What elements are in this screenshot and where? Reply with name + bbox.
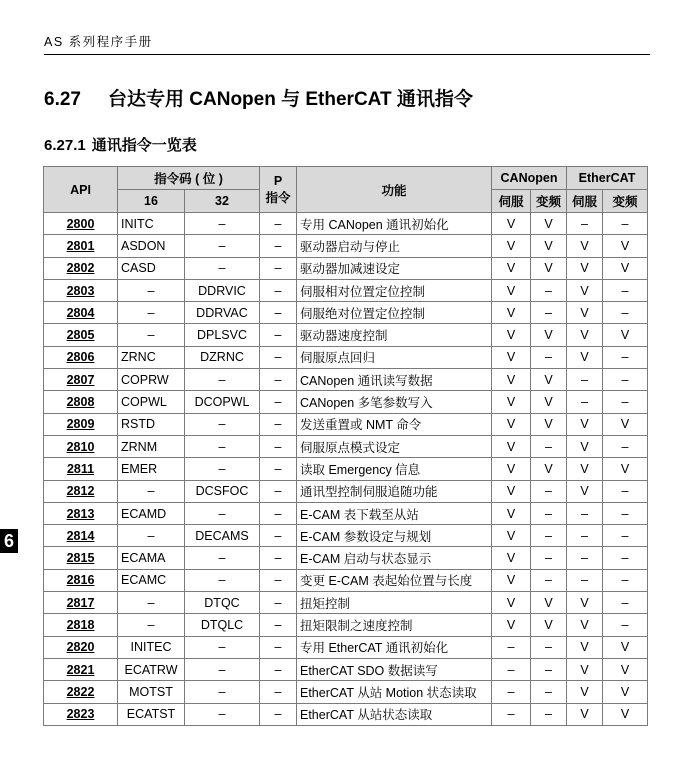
p-cell: – — [260, 681, 297, 703]
code32-cell: DPLSVC — [185, 324, 260, 346]
p-cell: – — [260, 369, 297, 391]
function-cell: CANopen 多笔参数写入 — [297, 391, 492, 413]
header-p — [260, 167, 297, 213]
function-cell: 驱动器启动与停止 — [297, 235, 492, 257]
p-cell: – — [260, 435, 297, 457]
p-cell: – — [260, 480, 297, 502]
table-row — [44, 703, 648, 725]
ethercat-inverter-cell: V — [603, 681, 648, 703]
code32-cell: – — [185, 569, 260, 591]
code16-cell: – — [118, 614, 185, 636]
ethercat-inverter-cell: – — [603, 547, 648, 569]
p-cell: – — [260, 525, 297, 547]
api-cell[interactable]: 2823 — [44, 703, 118, 725]
p-cell: – — [260, 413, 297, 435]
ethercat-inverter-cell: – — [603, 391, 648, 413]
function-cell: EtherCAT SDO 数据读写 — [297, 658, 492, 680]
table-row — [44, 614, 648, 636]
canopen-inverter-cell: V — [531, 369, 567, 391]
canopen-inverter-cell: V — [531, 257, 567, 279]
canopen-inverter-cell: V — [531, 391, 567, 413]
code32-cell: DCSFOC — [185, 480, 260, 502]
function-cell: 伺服原点回归 — [297, 346, 492, 368]
canopen-servo-cell: V — [492, 458, 531, 480]
header-32bit: 32 — [185, 190, 260, 213]
function-cell: 专用 EtherCAT 通讯初始化 — [297, 636, 492, 658]
code32-cell: DTQLC — [185, 614, 260, 636]
function-cell: 扭矩控制 — [297, 592, 492, 614]
header-ethercat-servo: 伺服 — [567, 190, 603, 213]
ethercat-inverter-cell: V — [603, 413, 648, 435]
ethercat-inverter-cell: – — [603, 592, 648, 614]
canopen-servo-cell: V — [492, 435, 531, 457]
ethercat-inverter-cell: V — [603, 636, 648, 658]
header-ethercat-inverter: 变频 — [603, 190, 648, 213]
api-cell[interactable]: 2802 — [44, 257, 118, 279]
header-16bit: 16 — [118, 190, 185, 213]
code16-cell: ECAMD — [118, 502, 185, 524]
ethercat-servo-cell: V — [567, 346, 603, 368]
api-cell[interactable]: 2806 — [44, 346, 118, 368]
canopen-servo-cell: – — [492, 703, 531, 725]
ethercat-inverter-cell: – — [603, 614, 648, 636]
function-cell: E-CAM 参数设定与规划 — [297, 525, 492, 547]
function-cell: E-CAM 启动与状态显示 — [297, 547, 492, 569]
ethercat-inverter-cell: V — [603, 235, 648, 257]
ethercat-inverter-cell: – — [603, 569, 648, 591]
canopen-servo-cell: V — [492, 391, 531, 413]
ethercat-servo-cell: V — [567, 302, 603, 324]
table-body — [44, 213, 648, 726]
api-cell[interactable]: 2807 — [44, 369, 118, 391]
ethercat-inverter-cell: – — [603, 302, 648, 324]
api-cell[interactable]: 2805 — [44, 324, 118, 346]
p-cell: – — [260, 636, 297, 658]
subsection-title-text: 通讯指令一览表 — [91, 137, 197, 154]
function-cell: 专用 CANopen 通讯初始化 — [297, 213, 492, 235]
p-cell: – — [260, 547, 297, 569]
function-cell: 读取 Emergency 信息 — [297, 458, 492, 480]
code16-cell: CASD — [118, 257, 185, 279]
code16-cell: – — [118, 592, 185, 614]
table-row — [44, 681, 648, 703]
canopen-inverter-cell: – — [531, 547, 567, 569]
code16-cell: ZRNM — [118, 435, 185, 457]
api-cell[interactable]: 2809 — [44, 413, 118, 435]
table-row — [44, 636, 648, 658]
code32-cell: DCOPWL — [185, 391, 260, 413]
header-p-line2: 指令 — [265, 190, 291, 205]
code32-cell: – — [185, 703, 260, 725]
table-row — [44, 391, 648, 413]
canopen-inverter-cell: – — [531, 525, 567, 547]
p-cell: – — [260, 346, 297, 368]
code16-cell: – — [118, 302, 185, 324]
ethercat-servo-cell: V — [567, 435, 603, 457]
code32-cell: – — [185, 502, 260, 524]
code16-cell: ECAMA — [118, 547, 185, 569]
p-cell: – — [260, 502, 297, 524]
p-cell: – — [260, 257, 297, 279]
canopen-inverter-cell: V — [531, 614, 567, 636]
function-cell: 驱动器速度控制 — [297, 324, 492, 346]
code32-cell: – — [185, 213, 260, 235]
running-head: AS 系列程序手册 — [44, 35, 153, 49]
code32-cell: – — [185, 658, 260, 680]
canopen-inverter-cell: V — [531, 235, 567, 257]
function-cell: 伺服绝对位置定位控制 — [297, 302, 492, 324]
api-cell[interactable]: 2816 — [44, 569, 118, 591]
canopen-servo-cell: V — [492, 213, 531, 235]
function-cell: EtherCAT 从站 Motion 状态读取 — [297, 681, 492, 703]
canopen-servo-cell: V — [492, 324, 531, 346]
code16-cell: ECAMC — [118, 569, 185, 591]
ethercat-inverter-cell: V — [603, 257, 648, 279]
canopen-inverter-cell: V — [531, 413, 567, 435]
canopen-inverter-cell: V — [531, 592, 567, 614]
ethercat-servo-cell: V — [567, 257, 603, 279]
table-row — [44, 480, 648, 502]
code16-cell: ECATST — [118, 703, 185, 725]
api-cell[interactable]: 2803 — [44, 279, 118, 301]
ethercat-servo-cell: V — [567, 235, 603, 257]
ethercat-servo-cell: V — [567, 703, 603, 725]
canopen-inverter-cell: – — [531, 569, 567, 591]
code16-cell: – — [118, 480, 185, 502]
code16-cell: – — [118, 324, 185, 346]
canopen-servo-cell: V — [492, 614, 531, 636]
code32-cell: DECAMS — [185, 525, 260, 547]
ethercat-servo-cell: V — [567, 658, 603, 680]
ethercat-servo-cell: V — [567, 324, 603, 346]
api-cell[interactable]: 2800 — [44, 213, 118, 235]
api-cell[interactable]: 2814 — [44, 525, 118, 547]
ethercat-inverter-cell: V — [603, 458, 648, 480]
function-cell: 驱动器加减速设定 — [297, 257, 492, 279]
canopen-inverter-cell: – — [531, 279, 567, 301]
canopen-servo-cell: V — [492, 502, 531, 524]
function-cell: E-CAM 表下载至从站 — [297, 502, 492, 524]
code32-cell: – — [185, 257, 260, 279]
function-cell: 变更 E-CAM 表起始位置与长度 — [297, 569, 492, 591]
p-cell: – — [260, 302, 297, 324]
code32-cell: DDRVAC — [185, 302, 260, 324]
table-row — [44, 525, 648, 547]
code32-cell: – — [185, 458, 260, 480]
code16-cell: EMER — [118, 458, 185, 480]
code32-cell: – — [185, 547, 260, 569]
canopen-servo-cell: V — [492, 413, 531, 435]
p-cell: – — [260, 703, 297, 725]
canopen-servo-cell: V — [492, 480, 531, 502]
code16-cell: MOTST — [118, 681, 185, 703]
function-cell: CANopen 通讯读写数据 — [297, 369, 492, 391]
ethercat-inverter-cell: – — [603, 480, 648, 502]
ethercat-servo-cell: – — [567, 391, 603, 413]
function-cell: 通讯型控制伺服追随功能 — [297, 480, 492, 502]
ethercat-servo-cell: V — [567, 279, 603, 301]
api-cell[interactable]: 2804 — [44, 302, 118, 324]
canopen-servo-cell: V — [492, 525, 531, 547]
section-title — [44, 84, 473, 111]
chapter-tab: 6 — [0, 529, 18, 553]
function-cell: 伺服原点模式设定 — [297, 435, 492, 457]
canopen-servo-cell: V — [492, 569, 531, 591]
code16-cell: – — [118, 279, 185, 301]
p-cell: – — [260, 592, 297, 614]
ethercat-servo-cell: V — [567, 413, 603, 435]
api-cell[interactable]: 2808 — [44, 391, 118, 413]
canopen-servo-cell: – — [492, 636, 531, 658]
table-row — [44, 279, 648, 301]
code32-cell: – — [185, 413, 260, 435]
p-cell: – — [260, 658, 297, 680]
ethercat-servo-cell: – — [567, 369, 603, 391]
table-row — [44, 324, 648, 346]
canopen-servo-cell: – — [492, 658, 531, 680]
ethercat-inverter-cell: V — [603, 324, 648, 346]
header-code: 指令码 ( 位 ) — [118, 167, 260, 190]
code16-cell: – — [118, 525, 185, 547]
table-row — [44, 257, 648, 279]
table-row — [44, 502, 648, 524]
code32-cell: – — [185, 235, 260, 257]
ethercat-servo-cell: V — [567, 681, 603, 703]
table-row — [44, 658, 648, 680]
canopen-inverter-cell: V — [531, 324, 567, 346]
code32-cell: DZRNC — [185, 346, 260, 368]
api-cell[interactable]: 2811 — [44, 458, 118, 480]
ethercat-inverter-cell: – — [603, 346, 648, 368]
p-cell: – — [260, 458, 297, 480]
section-title-text: 台达专用 CANopen 与 EtherCAT 通讯指令 — [108, 89, 473, 110]
code16-cell: RSTD — [118, 413, 185, 435]
api-cell[interactable]: 2820 — [44, 636, 118, 658]
table-row — [44, 592, 648, 614]
subsection-number: 6.27.1 — [44, 137, 86, 154]
ethercat-servo-cell: V — [567, 636, 603, 658]
canopen-inverter-cell: – — [531, 636, 567, 658]
ethercat-servo-cell: V — [567, 614, 603, 636]
ethercat-servo-cell: – — [567, 569, 603, 591]
p-cell: – — [260, 279, 297, 301]
api-cell[interactable]: 2822 — [44, 681, 118, 703]
header-canopen-inverter: 变频 — [531, 190, 567, 213]
code16-cell: COPWL — [118, 391, 185, 413]
canopen-inverter-cell: – — [531, 435, 567, 457]
header-ethercat: EtherCAT — [567, 167, 648, 190]
header-rule — [44, 54, 650, 55]
header-p-line1: P — [273, 173, 283, 188]
code16-cell: INITC — [118, 213, 185, 235]
canopen-servo-cell: V — [492, 279, 531, 301]
ethercat-inverter-cell: V — [603, 658, 648, 680]
canopen-inverter-cell: – — [531, 658, 567, 680]
ethercat-servo-cell: – — [567, 213, 603, 235]
api-cell[interactable]: 2812 — [44, 480, 118, 502]
ethercat-servo-cell: – — [567, 502, 603, 524]
canopen-inverter-cell: – — [531, 302, 567, 324]
api-cell[interactable]: 2801 — [44, 235, 118, 257]
code32-cell: DDRVIC — [185, 279, 260, 301]
p-cell: – — [260, 569, 297, 591]
api-cell[interactable]: 2821 — [44, 658, 118, 680]
canopen-servo-cell: V — [492, 369, 531, 391]
api-cell[interactable]: 2817 — [44, 592, 118, 614]
api-cell[interactable]: 2810 — [44, 435, 118, 457]
function-cell: EtherCAT 从站状态读取 — [297, 703, 492, 725]
api-cell[interactable]: 2813 — [44, 502, 118, 524]
canopen-inverter-cell: V — [531, 213, 567, 235]
table-row — [44, 458, 648, 480]
code32-cell: DTQC — [185, 592, 260, 614]
table-row — [44, 235, 648, 257]
canopen-inverter-cell: V — [531, 458, 567, 480]
api-cell[interactable]: 2815 — [44, 547, 118, 569]
ethercat-servo-cell: V — [567, 480, 603, 502]
code32-cell: – — [185, 369, 260, 391]
p-cell: – — [260, 235, 297, 257]
p-cell: – — [260, 324, 297, 346]
ethercat-servo-cell: – — [567, 547, 603, 569]
code16-cell: COPRW — [118, 369, 185, 391]
header-api: API — [44, 167, 118, 213]
p-cell: – — [260, 614, 297, 636]
canopen-inverter-cell: – — [531, 346, 567, 368]
p-cell: – — [260, 213, 297, 235]
code16-cell: INITEC — [118, 636, 185, 658]
table-row — [44, 547, 648, 569]
canopen-inverter-cell: – — [531, 502, 567, 524]
table-row — [44, 213, 648, 235]
canopen-inverter-cell: – — [531, 703, 567, 725]
header-function: 功能 — [297, 167, 492, 213]
canopen-servo-cell: V — [492, 302, 531, 324]
table-row — [44, 346, 648, 368]
code32-cell: – — [185, 435, 260, 457]
canopen-inverter-cell: – — [531, 480, 567, 502]
ethercat-inverter-cell: – — [603, 435, 648, 457]
ethercat-inverter-cell: – — [603, 502, 648, 524]
ethercat-inverter-cell: – — [603, 369, 648, 391]
table-row — [44, 413, 648, 435]
header-canopen: CANopen — [492, 167, 567, 190]
function-cell: 扭矩限制之速度控制 — [297, 614, 492, 636]
table-row — [44, 302, 648, 324]
code16-cell: ECATRW — [118, 658, 185, 680]
ethercat-inverter-cell: – — [603, 279, 648, 301]
header-canopen-servo: 伺服 — [492, 190, 531, 213]
command-table — [43, 166, 648, 726]
ethercat-inverter-cell: V — [603, 703, 648, 725]
canopen-servo-cell: V — [492, 592, 531, 614]
canopen-servo-cell: – — [492, 681, 531, 703]
code16-cell: ZRNC — [118, 346, 185, 368]
canopen-inverter-cell: – — [531, 681, 567, 703]
function-cell: 伺服相对位置定位控制 — [297, 279, 492, 301]
code16-cell: ASDON — [118, 235, 185, 257]
ethercat-servo-cell: V — [567, 458, 603, 480]
p-cell: – — [260, 391, 297, 413]
canopen-servo-cell: V — [492, 257, 531, 279]
code32-cell: – — [185, 636, 260, 658]
ethercat-inverter-cell: – — [603, 213, 648, 235]
code32-cell: – — [185, 681, 260, 703]
subsection-title — [44, 134, 197, 155]
function-cell: 发送重置或 NMT 命令 — [297, 413, 492, 435]
canopen-servo-cell: V — [492, 235, 531, 257]
canopen-servo-cell: V — [492, 547, 531, 569]
api-cell[interactable]: 2818 — [44, 614, 118, 636]
table-row — [44, 569, 648, 591]
ethercat-servo-cell: – — [567, 525, 603, 547]
table-row — [44, 435, 648, 457]
ethercat-inverter-cell: – — [603, 525, 648, 547]
canopen-servo-cell: V — [492, 346, 531, 368]
section-number: 6.27 — [44, 89, 81, 110]
table-row — [44, 369, 648, 391]
ethercat-servo-cell: V — [567, 592, 603, 614]
